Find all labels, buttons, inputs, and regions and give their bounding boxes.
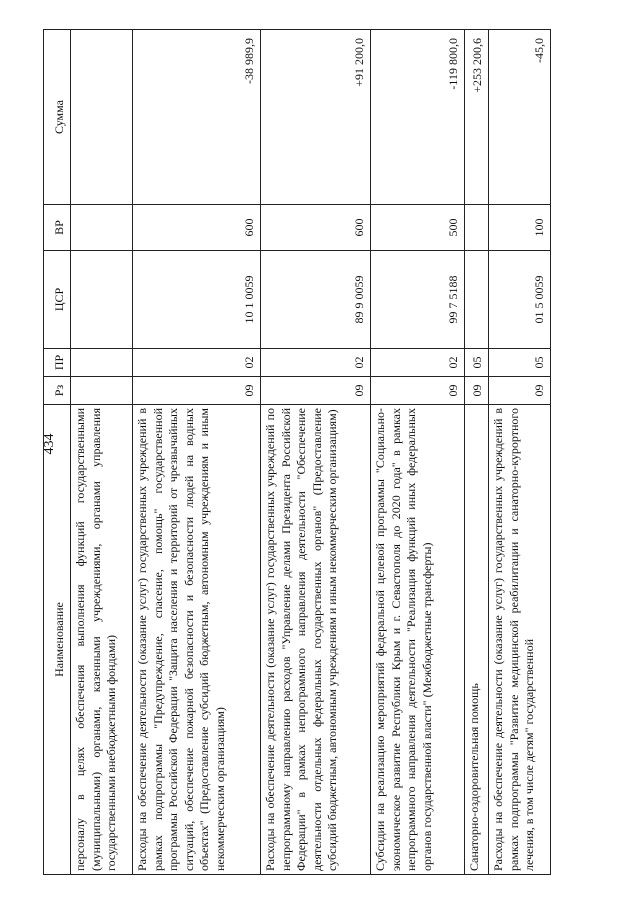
row-vr: 100 [488, 205, 550, 251]
header-csr: ЦСР [43, 251, 70, 349]
row-pr: 05 [488, 349, 550, 377]
row-pr [70, 349, 132, 377]
row-pr: 05 [464, 349, 488, 377]
row-csr: 10 1 0059 [132, 251, 260, 349]
row-csr [70, 251, 132, 349]
row-csr: 01 5 0059 [488, 251, 550, 349]
row-name: Расходы на обеспечение деятельности (оказание услуг) государственных учреждений по непрограммному направлению расходов "Управление делами Президента Российской Федерации" в рамках непрограммного направления деятельности "Обеспечение деятельности отдельных федеральных государственных органов" (Предоставление субсидий бюджетным, автономным учреждениям и иным некоммерческим организациям) [260, 405, 370, 875]
header-pr: ПР [43, 349, 70, 377]
row-name: Субсидии на реализацию мероприятий федеральной целевой программы "Социально-экономическое развитие Республики Крым и г. Севастополя до 2020 года" в рамках непрограммного направления деятельности "Реализация функций иных федеральных органов государственной власти" (Межбюджетные трансферты) [370, 405, 464, 875]
row-rz: 09 [132, 377, 260, 405]
header-rz: Рз [43, 377, 70, 405]
row-name: персоналу в целях обеспечения выполнения функций государственными (муниципальными) органами, казенными учреждениями, органами управления государственными внебюджетными фондами) [70, 405, 132, 875]
rotated-page-content [43, 30, 598, 875]
row-rz [70, 377, 132, 405]
budget-table [43, 29, 551, 875]
row-sum: +91 200,0 [260, 30, 370, 205]
row-sum: -38 989,9 [132, 30, 260, 205]
row-sum: -45,0 [488, 30, 550, 205]
row-pr: 02 [260, 349, 370, 377]
header-vr: ВР [43, 205, 70, 251]
row-vr: 600 [260, 205, 370, 251]
row-pr: 02 [132, 349, 260, 377]
table-row [132, 30, 260, 875]
row-csr [464, 251, 488, 349]
row-csr: 89 9 0059 [260, 251, 370, 349]
header-sum: Сумма [43, 30, 70, 205]
row-pr: 02 [370, 349, 464, 377]
row-sum [70, 30, 132, 205]
row-name: Расходы на обеспечение деятельности (оказание услуг) государственных учреждений в рамках подпрограммы "Предупреждение, спасение, помощь" государственной программы Российской Федерации "Защита населения и территорий от чрезвычайных ситуаций, обеспечение пожарной безопасности и безопасности людей на водных объектах" (Предоставление субсидий бюджетным, автономным учреждениям и иным некоммерческим организациям) [132, 405, 260, 875]
table-row [370, 30, 464, 875]
row-vr [464, 205, 488, 251]
row-name: Санаторно-оздоровительная помощь [464, 405, 488, 875]
table-row [260, 30, 370, 875]
page-number: 434 [42, 433, 57, 455]
row-name: Расходы на обеспечение деятельности (оказание услуг) государственных учреждений в рамках подпрограммы "Развитие медицинской реабилитации и санаторно-курортного лечения, в том числе детям" государственной [488, 405, 550, 875]
row-sum: -119 800,0 [370, 30, 464, 205]
row-rz: 09 [260, 377, 370, 405]
row-rz: 09 [370, 377, 464, 405]
row-csr: 99 7 5188 [370, 251, 464, 349]
row-vr: 500 [370, 205, 464, 251]
row-vr: 600 [132, 205, 260, 251]
row-rz: 09 [488, 377, 550, 405]
header-name: Наименование [43, 405, 70, 875]
table-row [464, 30, 488, 875]
table-header-row [43, 30, 70, 875]
row-sum: +253 200,6 [464, 30, 488, 205]
row-vr [70, 205, 132, 251]
table-row [488, 30, 550, 875]
row-rz: 09 [464, 377, 488, 405]
table-row [70, 30, 132, 875]
